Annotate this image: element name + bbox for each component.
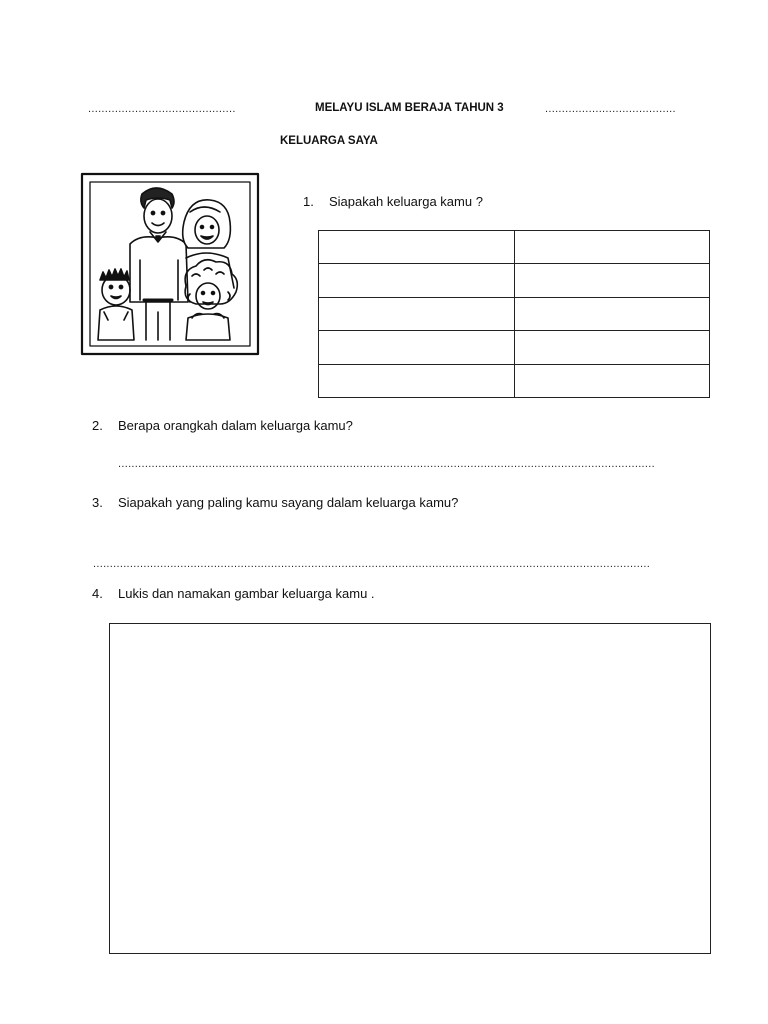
table-row [319, 331, 710, 364]
table-row [319, 264, 710, 297]
question-4-number: 4. [92, 586, 103, 601]
question-2 [92, 418, 353, 433]
worksheet-subtitle: KELUARGA SAYA [280, 135, 378, 147]
question-4 [92, 586, 375, 601]
table-row [319, 231, 710, 264]
table-cell[interactable] [319, 297, 515, 330]
question-3 [92, 495, 458, 510]
worksheet-title: MELAYU ISLAM BERAJA TAHUN 3 [315, 102, 504, 114]
question-3-answer-line[interactable]: ...................................................................................................................................................................... [93, 558, 651, 570]
table-cell[interactable] [319, 264, 515, 297]
header-right-dotted-line: ....................................... [545, 103, 676, 115]
family-members-table [318, 230, 710, 398]
drawing-area-box[interactable] [109, 623, 711, 954]
question-2-answer-line[interactable]: ................................................................................................................................................................ [118, 458, 655, 470]
question-2-text: Berapa orangkah dalam keluarga kamu? [118, 418, 353, 433]
table-cell[interactable] [514, 331, 710, 364]
table-cell[interactable] [514, 231, 710, 264]
table-cell[interactable] [514, 297, 710, 330]
question-3-text: Siapakah yang paling kamu sayang dalam keluarga kamu? [118, 495, 459, 510]
table-cell[interactable] [319, 231, 515, 264]
question-3-number: 3. [92, 495, 103, 510]
question-1 [303, 194, 483, 209]
table-cell[interactable] [319, 364, 515, 397]
question-4-text: Lukis dan namakan gambar keluarga kamu . [118, 586, 375, 601]
question-1-text: Siapakah keluarga kamu ? [329, 194, 483, 209]
question-2-number: 2. [92, 418, 103, 433]
family-portrait-icon [80, 172, 261, 357]
header-left-dotted-line: ............................................ [88, 103, 236, 115]
table-row [319, 364, 710, 397]
table-cell[interactable] [319, 331, 515, 364]
table-cell[interactable] [514, 264, 710, 297]
question-1-number: 1. [303, 194, 314, 209]
table-row [319, 297, 710, 330]
table-cell[interactable] [514, 364, 710, 397]
